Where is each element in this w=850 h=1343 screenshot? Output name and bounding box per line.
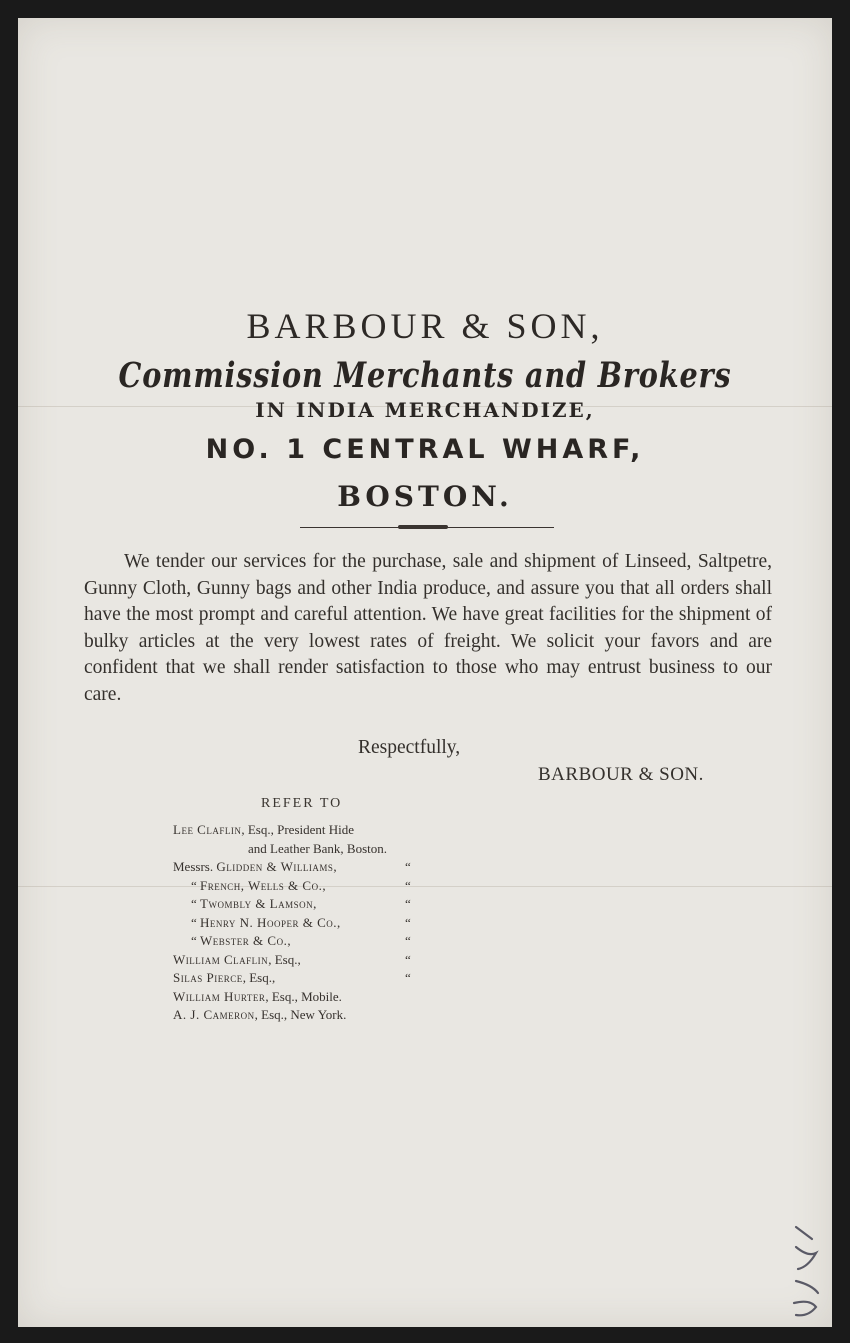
reference-detail: , — [287, 933, 291, 948]
reference-row — [173, 841, 473, 860]
reference-row — [173, 878, 473, 897]
reference-text — [173, 859, 337, 875]
ditto-mark: “ — [405, 877, 411, 893]
reference-text — [191, 915, 340, 931]
reference-text — [191, 878, 326, 894]
divider-ornament — [398, 525, 448, 529]
reference-detail: , Esq., Mobile. — [265, 988, 342, 1004]
reference-detail: , — [333, 859, 337, 874]
reference-row — [173, 933, 473, 952]
reference-name: Twombly & Lamson — [200, 896, 314, 911]
firm-address: NO. 1 CENTRAL WHARF, — [205, 434, 645, 465]
reference-detail: , — [322, 877, 326, 893]
firm-specialty: IN INDIA MERCHANDIZE, — [255, 398, 595, 422]
signature: BARBOUR & SON. — [538, 764, 704, 785]
firm-name: BARBOUR & SON, — [246, 306, 604, 346]
reference-prefix: “ — [191, 877, 201, 893]
reference-row — [173, 952, 473, 971]
reference-row — [173, 970, 473, 989]
reference-row — [173, 859, 473, 878]
reference-row — [173, 822, 473, 841]
ditto-mark: “ — [405, 933, 411, 948]
reference-text — [248, 841, 387, 857]
ditto-mark: “ — [405, 970, 411, 985]
reference-name: Lee Claflin — [173, 822, 242, 837]
ditto-mark: “ — [405, 914, 411, 930]
reference-detail: , Esq., President Hide — [241, 822, 355, 837]
reference-text — [173, 1007, 346, 1023]
reference-text — [191, 896, 316, 912]
reference-text — [173, 970, 275, 986]
reference-name: Silas Pierce — [173, 970, 243, 985]
reference-prefix: Messrs. — [173, 859, 217, 874]
reference-row — [173, 915, 473, 934]
firm-tagline: Commission Merchants and Brokers — [118, 355, 732, 396]
reference-row — [173, 989, 473, 1008]
reference-prefix: “ — [191, 896, 201, 911]
reference-text — [173, 952, 301, 968]
ditto-mark: “ — [405, 859, 411, 874]
reference-name: William Hurter — [173, 988, 266, 1004]
reference-name: A. J. Cameron — [173, 1007, 255, 1022]
reference-detail: , Esq., — [268, 951, 301, 967]
reference-name: Henry N. Hooper & Co. — [200, 914, 337, 930]
reference-detail: , Esq., — [242, 970, 276, 985]
reference-detail: , — [313, 896, 317, 911]
reference-name: William Claflin — [173, 951, 269, 967]
closing: Respectfully, — [358, 737, 461, 758]
reference-prefix: “ — [191, 933, 201, 948]
firm-city: BOSTON. — [337, 480, 513, 513]
reference-detail: and Leather Bank, Boston. — [248, 840, 387, 856]
reference-row — [173, 896, 473, 915]
reference-name: French, Wells & Co. — [200, 877, 323, 893]
body-paragraph: We tender our services for the purchase, sale and shipment of Linseed, Saltpetre, Gunny Cloth, Gunny bags and other India produce, and assure you that all orders shall have the most prompt and careful attention. We have great facilities for the shipment of bulky articles at the very lowest rates of freight. We solicit your favors and are confident that we shall render satisfaction to those who may entrust business to our care. — [84, 551, 772, 705]
document-sheet — [18, 18, 832, 1327]
reference-detail: , — [337, 914, 341, 930]
reference-text — [191, 933, 291, 949]
references-heading: REFER TO — [261, 796, 343, 811]
references-list — [173, 822, 473, 1026]
handwritten-mark — [788, 1223, 828, 1327]
reference-text — [173, 989, 342, 1005]
reference-detail: , Esq., New York. — [254, 1007, 347, 1022]
reference-prefix: “ — [191, 914, 201, 930]
reference-name: Glidden & Williams — [216, 859, 334, 874]
reference-text — [173, 822, 354, 838]
ditto-mark: “ — [405, 951, 411, 967]
ditto-mark: “ — [405, 896, 411, 911]
reference-name: Webster & Co. — [200, 933, 288, 948]
reference-row — [173, 1007, 473, 1026]
